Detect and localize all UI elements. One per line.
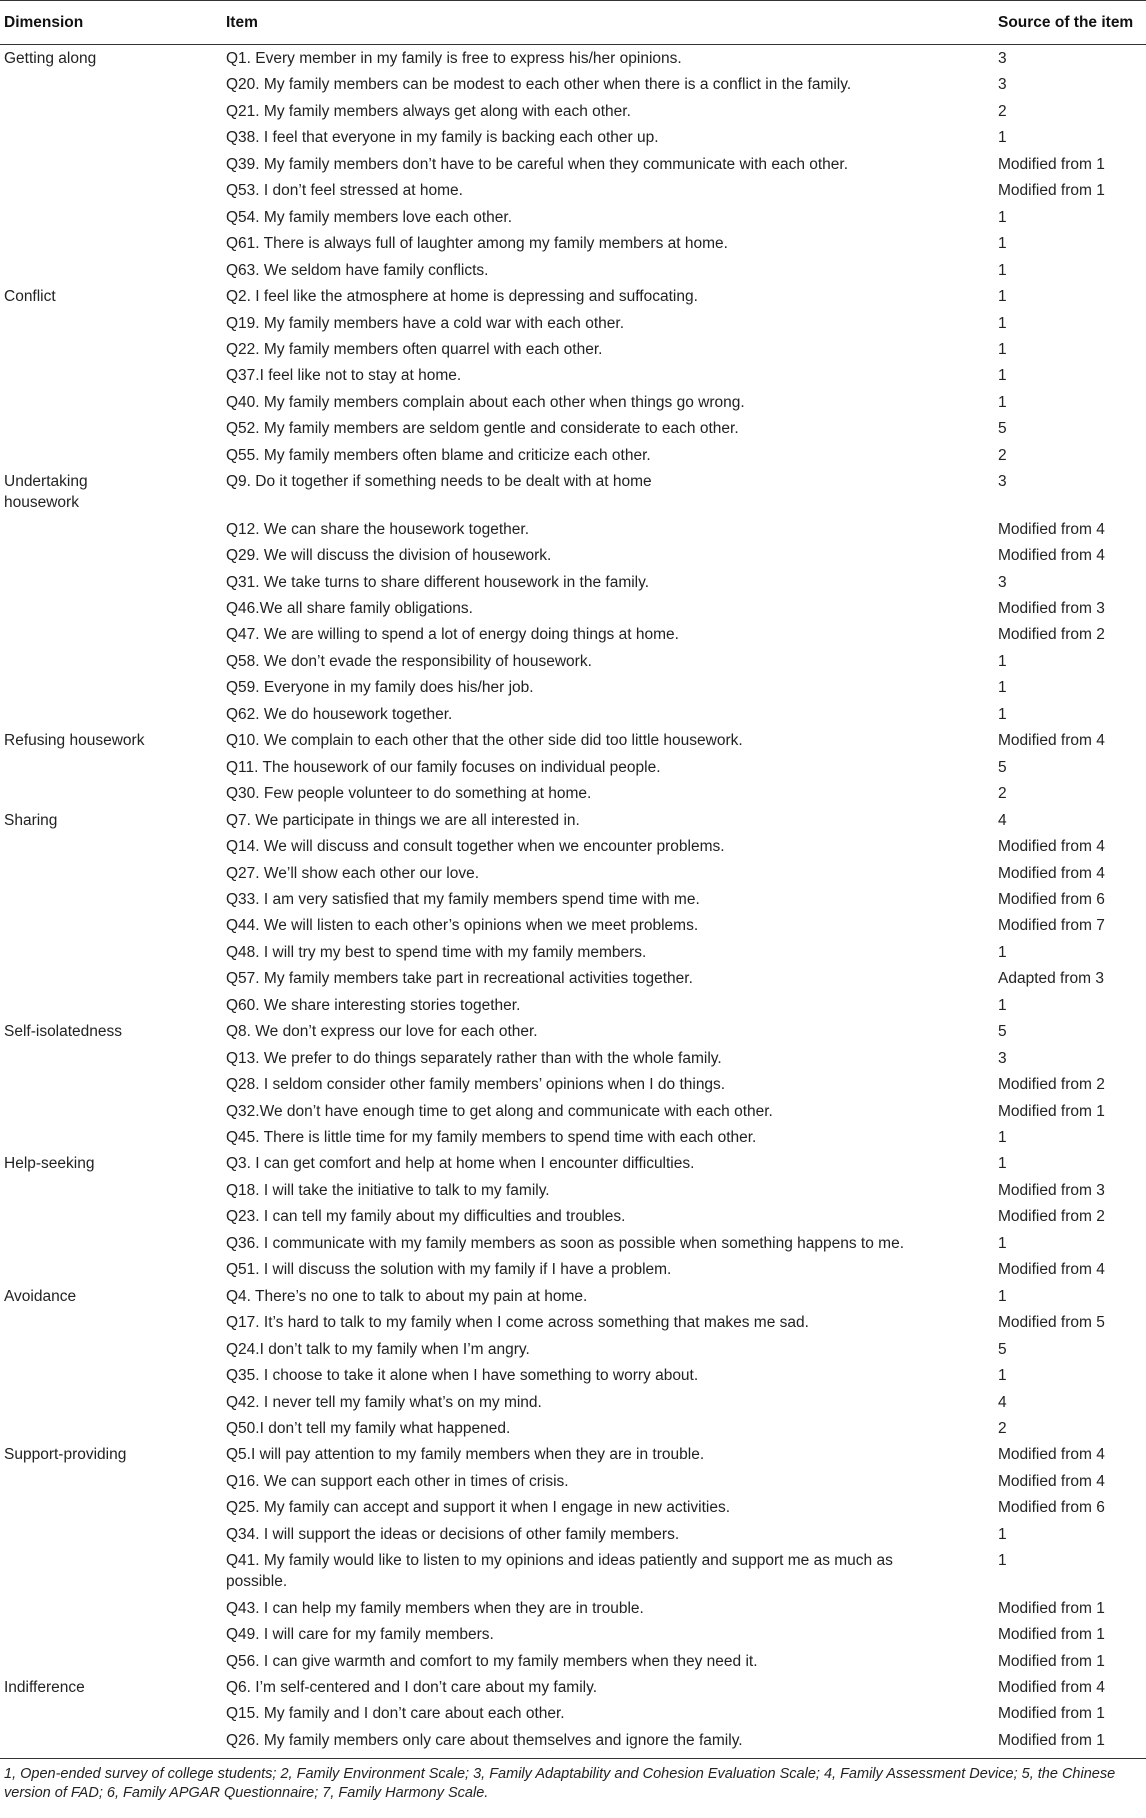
row-source: Modified from 7 — [998, 917, 1105, 935]
row-item: Q35. I choose to take it alone when I have something to worry about. — [226, 1367, 699, 1385]
row-source: Modified from 1 — [998, 1652, 1105, 1670]
table-bottom-rule — [0, 1758, 1146, 1759]
row-item: Q37.I feel like not to stay at home. — [226, 367, 462, 385]
row-item: Q50.I don’t tell my family what happened. — [226, 1419, 511, 1437]
row-source: 1 — [998, 652, 1007, 670]
row-item: Q47. We are willing to spend a lot of energy doing things at home. — [226, 626, 679, 644]
row-source: Modified from 1 — [998, 182, 1105, 200]
row-item: Q60. We share interesting stories together. — [226, 996, 521, 1014]
row-source: Modified from 1 — [998, 1731, 1105, 1749]
row-source: 2 — [998, 785, 1007, 803]
row-dimension: Conflict — [4, 288, 56, 306]
row-item: Q5.I will pay attention to my family members when they are in trouble. — [226, 1446, 705, 1464]
row-source: 1 — [998, 1552, 1007, 1570]
row-source: 1 — [998, 314, 1007, 332]
header-dimension: Dimension — [4, 14, 84, 31]
row-source: Modified from 6 — [998, 1499, 1105, 1517]
row-source: 1 — [998, 367, 1007, 385]
row-item: Q2. I feel like the atmosphere at home is depressing and suffocating. — [226, 288, 698, 306]
row-item: Q13. We prefer to do things separately rather than with the whole family. — [226, 1049, 722, 1067]
row-item: Q39. My family members don’t have to be careful when they communicate with each other. — [226, 155, 849, 173]
row-item: Q29. We will discuss the division of housework. — [226, 547, 552, 565]
row-source: 4 — [998, 811, 1007, 829]
row-item: Q52. My family members are seldom gentle and considerate to each other. — [226, 420, 739, 438]
row-item: Q44. We will listen to each other’s opinions when we meet problems. — [226, 917, 699, 935]
row-item: Q49. I will care for my family members. — [226, 1626, 494, 1644]
row-source: Modified from 5 — [998, 1314, 1105, 1332]
row-source: Modified from 4 — [998, 864, 1105, 882]
row-item: Q62. We do housework together. — [226, 705, 453, 723]
row-source: Modified from 2 — [998, 626, 1105, 644]
row-source: 3 — [998, 473, 1007, 491]
row-source: 1 — [998, 1287, 1007, 1305]
row-item: Q32.We don’t have enough time to get along and communicate with each other. — [226, 1102, 773, 1120]
row-dimension: Refusing housework — [4, 732, 145, 750]
table-footnote: 1, Open-ended survey of college students; 2, Family Environment Scale; 3, Family Adaptability and Cohesion Evaluation Scale; 4, Family Assessment Device; 5, the Chinese version of FAD; 6, Family APGAR Questionnaire; 7, Family Harmony Scale. — [4, 1766, 1116, 1802]
row-item: Q41. My family would like to listen to my opinions and ideas patiently and support me as much as possible. — [226, 1552, 893, 1591]
row-item: Q58. We don’t evade the responsibility of housework. — [226, 652, 592, 670]
row-source: 5 — [998, 758, 1007, 776]
row-item: Q46.We all share family obligations. — [226, 600, 473, 617]
row-source: Modified from 6 — [998, 890, 1105, 908]
row-item: Q16. We can support each other in times of crisis. — [226, 1472, 569, 1490]
row-item: Q20. My family members can be modest to each other when there is a conflict in the family. — [226, 76, 852, 94]
row-source: 1 — [998, 943, 1007, 961]
table-header — [0, 0, 1146, 45]
row-source: Modified from 4 — [998, 1261, 1105, 1279]
row-item: Q36. I communicate with my family members as soon as possible when something happens to me. — [226, 1234, 905, 1252]
header-item: Item — [226, 14, 258, 31]
row-source: 1 — [998, 340, 1007, 358]
row-source: 1 — [998, 129, 1007, 147]
row-source: 1 — [998, 1234, 1007, 1252]
row-item: Q23. I can tell my family about my difficulties and troubles. — [226, 1208, 626, 1226]
row-source: Modified from 4 — [998, 1679, 1105, 1696]
row-source: 2 — [998, 446, 1007, 464]
header-source: Source of the item — [998, 14, 1134, 31]
row-item: Q14. We will discuss and consult together when we encounter problems. — [226, 838, 725, 856]
row-item: Q48. I will try my best to spend time with my family members. — [226, 943, 647, 961]
row-source: 1 — [998, 208, 1007, 226]
row-source: Modified from 4 — [998, 732, 1105, 750]
row-source: Modified from 1 — [998, 155, 1105, 173]
row-item: Q45. There is little time for my family members to spend time with each other. — [226, 1129, 757, 1146]
row-item: Q26. My family members only care about themselves and ignore the family. — [226, 1731, 743, 1749]
row-source: 1 — [998, 235, 1007, 253]
row-dimension: Support-providing — [4, 1446, 127, 1464]
row-source: Modified from 2 — [998, 1076, 1105, 1094]
row-source: 3 — [998, 573, 1007, 591]
row-source: 1 — [998, 261, 1007, 279]
row-source: Modified from 4 — [998, 520, 1105, 538]
row-item: Q18. I will take the initiative to talk to my family. — [226, 1181, 550, 1199]
row-item: Q6. I’m self-centered and I don’t care about my family. — [226, 1679, 598, 1696]
row-item: Q3. I can get comfort and help at home when I encounter difficulties. — [226, 1155, 695, 1173]
row-item: Q55. My family members often blame and criticize each other. — [226, 446, 651, 464]
row-item: Q33. I am very satisfied that my family members spend time with me. — [226, 890, 700, 908]
row-item: Q7. We participate in things we are all interested in. — [226, 811, 580, 829]
row-item: Q9. Do it together if something needs to be dealt with at home — [226, 473, 652, 491]
row-item: Q19. My family members have a cold war with each other. — [226, 314, 624, 332]
row-item: Q30. Few people volunteer to do something at home. — [226, 785, 592, 803]
row-source: Modified from 3 — [998, 1181, 1105, 1199]
row-item: Q61. There is always full of laughter among my family members at home. — [226, 235, 728, 253]
row-source: Modified from 4 — [998, 1472, 1105, 1490]
row-source: 1 — [998, 393, 1007, 411]
row-source: 1 — [998, 288, 1007, 306]
row-dimension: Avoidance — [4, 1287, 77, 1305]
row-source: 2 — [998, 102, 1007, 120]
row-item: Q57. My family members take part in recreational activities together. — [226, 970, 693, 988]
row-source: 3 — [998, 50, 1007, 67]
row-source: 5 — [998, 1023, 1007, 1041]
row-source: Modified from 1 — [998, 1599, 1105, 1617]
row-item: Q22. My family members often quarrel with each other. — [226, 340, 603, 358]
row-dimension: Getting along — [4, 50, 97, 67]
row-source: Modified from 2 — [998, 1208, 1105, 1226]
row-item: Q28. I seldom consider other family members’ opinions when I do things. — [226, 1076, 726, 1094]
row-item: Q51. I will discuss the solution with my family if I have a problem. — [226, 1261, 672, 1279]
row-item: Q63. We seldom have family conflicts. — [226, 261, 489, 279]
row-item: Q42. I never tell my family what’s on my mind. — [226, 1393, 542, 1411]
row-dimension: Sharing — [4, 811, 58, 829]
row-item: Q54. My family members love each other. — [226, 208, 513, 226]
row-source: 5 — [998, 1340, 1007, 1358]
row-source: 1 — [998, 1525, 1007, 1543]
row-source: 5 — [998, 420, 1007, 438]
row-source: 1 — [998, 1367, 1007, 1385]
row-item: Q12. We can share the housework together. — [226, 520, 530, 538]
row-item: Q53. I don’t feel stressed at home. — [226, 182, 463, 200]
row-source: 3 — [998, 1049, 1007, 1067]
row-source: Modified from 4 — [998, 838, 1105, 856]
row-source: Modified from 1 — [998, 1705, 1105, 1723]
row-item: Q25. My family can accept and support it when I engage in new activities. — [226, 1499, 731, 1517]
row-source: Modified from 1 — [998, 1626, 1105, 1644]
row-item: Q15. My family and I don’t care about each other. — [226, 1705, 565, 1723]
row-dimension: Undertaking housework — [4, 473, 88, 512]
row-source: 4 — [998, 1393, 1007, 1411]
row-item: Q4. There’s no one to talk to about my pain at home. — [226, 1287, 588, 1305]
row-source: 3 — [998, 76, 1007, 94]
row-source: 1 — [998, 705, 1007, 723]
row-item: Q1. Every member in my family is free to express his/her opinions. — [226, 50, 682, 67]
row-source: Modified from 4 — [998, 547, 1105, 565]
row-source: 2 — [998, 1419, 1007, 1437]
row-item: Q8. We don’t express our love for each other. — [226, 1023, 538, 1041]
row-item: Q31. We take turns to share different housework in the family. — [226, 573, 650, 591]
row-item: Q38. I feel that everyone in my family is backing each other up. — [226, 129, 659, 147]
row-source: Adapted from 3 — [998, 970, 1104, 988]
row-dimension: Self-isolatedness — [4, 1023, 123, 1041]
row-item: Q10. We complain to each other that the other side did too little housework. — [226, 732, 743, 750]
row-item: Q17. It’s hard to talk to my family when I come across something that makes me sad. — [226, 1314, 809, 1332]
row-item: Q27. We’ll show each other our love. — [226, 864, 480, 882]
row-source: 1 — [998, 679, 1007, 697]
row-item: Q56. I can give warmth and comfort to my family members when they need it. — [226, 1652, 758, 1670]
row-source: Modified from 1 — [998, 1102, 1105, 1120]
row-item: Q24.I don’t talk to my family when I’m angry. — [226, 1340, 530, 1358]
row-item: Q11. The housework of our family focuses on individual people. — [226, 758, 661, 776]
row-item: Q40. My family members complain about each other when things go wrong. — [226, 393, 745, 411]
row-dimension: Help-seeking — [4, 1155, 95, 1173]
row-source: Modified from 4 — [998, 1446, 1105, 1464]
row-item: Q43. I can help my family members when they are in trouble. — [226, 1599, 644, 1617]
row-item: Q21. My family members always get along with each other. — [226, 102, 631, 120]
row-source: 1 — [998, 1129, 1007, 1146]
row-dimension: Indifference — [4, 1679, 85, 1696]
row-source: 1 — [998, 996, 1007, 1014]
row-source: 1 — [998, 1155, 1007, 1173]
row-item: Q59. Everyone in my family does his/her job. — [226, 679, 534, 697]
row-item: Q34. I will support the ideas or decisions of other family members. — [226, 1525, 680, 1543]
row-source: Modified from 3 — [998, 600, 1105, 617]
